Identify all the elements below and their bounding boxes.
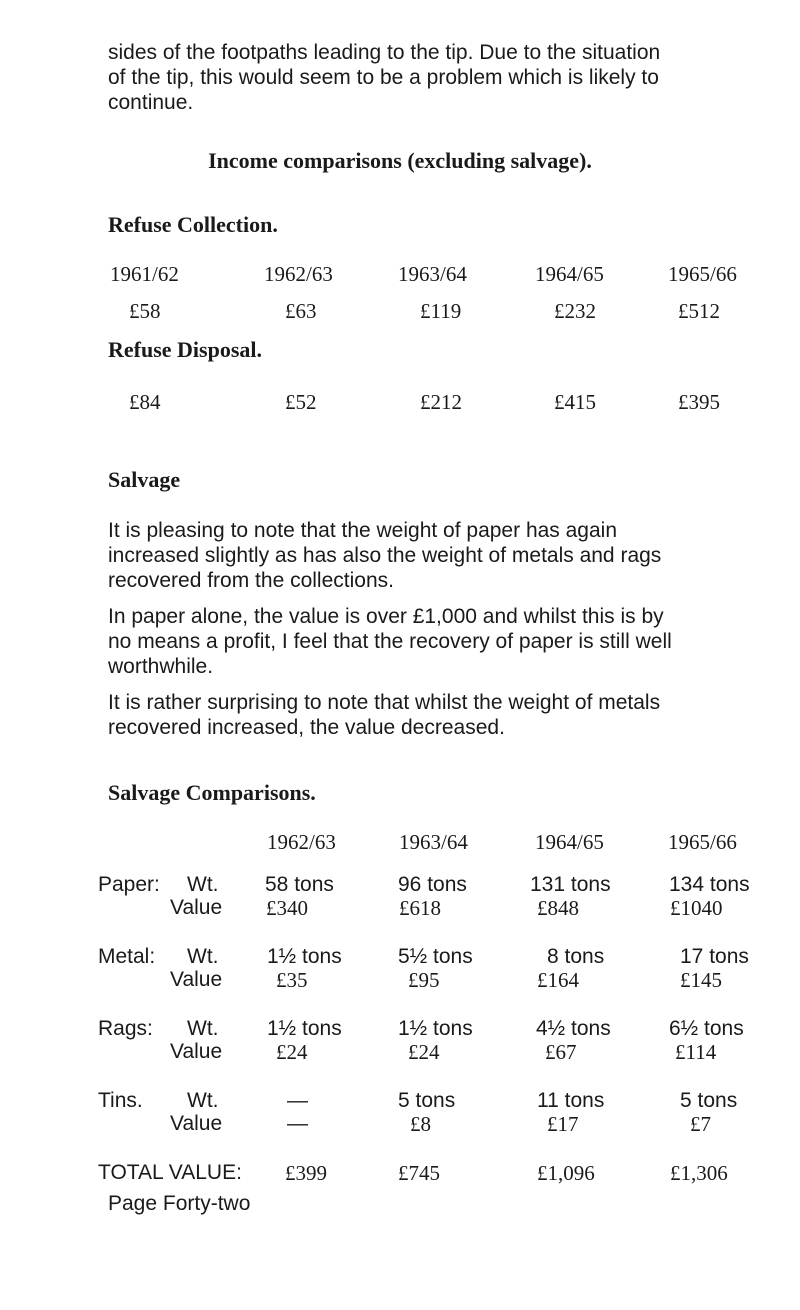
column-header: 1963/64 (399, 830, 468, 854)
paragraph-line: recovered increased, the value decreased. (108, 716, 505, 739)
income-years-row (0, 262, 800, 292)
refuse-collection-heading: Refuse Collection. (108, 212, 278, 237)
row-measure: Value (170, 1040, 223, 1063)
income-year: 1964/65 (535, 262, 604, 286)
table-cell: 1½ tons (267, 1017, 342, 1040)
total-value: £399 (285, 1161, 327, 1185)
table-cell: £17 (547, 1112, 579, 1136)
disposal-values-row (0, 390, 800, 420)
table-cell: £7 (690, 1112, 711, 1136)
row-measure: Wt. (187, 873, 219, 896)
total-value: £1,306 (670, 1161, 728, 1185)
table-cell: £145 (680, 968, 722, 992)
table-cell: 5 tons (398, 1089, 456, 1112)
column-header: 1962/63 (267, 830, 336, 854)
table-cell: £1040 (670, 896, 723, 920)
table-row (0, 968, 800, 998)
table-cell: £8 (410, 1112, 431, 1136)
income-year: 1963/64 (398, 262, 467, 286)
intro-line: of the tip, this would seem to be a problem which is likely to (108, 66, 659, 89)
table-cell: 5 tons (680, 1089, 738, 1112)
row-measure: Value (170, 896, 223, 919)
disposal-value: £395 (678, 390, 720, 414)
table-cell: £340 (266, 896, 308, 920)
table-cell: 4½ tons (536, 1017, 611, 1040)
income-year: 1962/63 (264, 262, 333, 286)
salvage-heading: Salvage (108, 467, 181, 492)
table-cell: 11 tons (537, 1089, 605, 1112)
table-cell: £24 (408, 1040, 440, 1064)
disposal-value: £52 (285, 390, 317, 414)
income-year: 1965/66 (668, 262, 737, 286)
salvage-comparisons-heading: Salvage Comparisons. (108, 780, 316, 805)
table-cell: £95 (408, 968, 440, 992)
intro-line: continue. (108, 91, 194, 114)
total-value: £1,096 (537, 1161, 595, 1185)
table-cell: 1½ tons (267, 945, 342, 968)
total-row (0, 1161, 800, 1191)
total-value: £745 (398, 1161, 440, 1185)
table-cell: 5½ tons (398, 945, 473, 968)
row-category: Tins. (98, 1089, 143, 1112)
table-cell: 58 tons (265, 873, 334, 896)
paragraph-line: no means a profit, I feel that the recovery of paper is still well (108, 630, 672, 653)
row-category: Metal: (98, 945, 156, 968)
table-cell: £35 (276, 968, 308, 992)
disposal-value: £84 (129, 390, 161, 414)
table-cell: — (287, 1089, 308, 1112)
paragraph-line: In paper alone, the value is over £1,000 and whilst this is by (108, 605, 664, 628)
table-cell: £114 (675, 1040, 717, 1064)
income-year: 1961/62 (110, 262, 179, 286)
paragraph-line: worthwhile. (108, 655, 214, 678)
row-category: Paper: (98, 873, 160, 896)
collection-values-row (0, 299, 800, 329)
column-header: 1965/66 (668, 830, 737, 854)
row-measure: Wt. (187, 1017, 219, 1040)
row-measure: Value (170, 968, 223, 991)
table-row (0, 1112, 800, 1142)
table-cell: 96 tons (398, 873, 467, 896)
table-cell: £618 (399, 896, 441, 920)
collection-value: £512 (678, 299, 720, 323)
column-header: 1964/65 (535, 830, 604, 854)
table-cell: 17 tons (680, 945, 749, 968)
table-cell: 1½ tons (398, 1017, 473, 1040)
collection-value: £232 (554, 299, 596, 323)
table-cell: £67 (545, 1040, 577, 1064)
table-cell: 134 tons (669, 873, 750, 896)
table-header-row (0, 830, 800, 860)
page-footer: Page Forty-two (108, 1192, 251, 1215)
table-cell: 6½ tons (669, 1017, 744, 1040)
table-cell: 8 tons (547, 945, 605, 968)
disposal-value: £212 (420, 390, 462, 414)
collection-value: £63 (285, 299, 317, 323)
table-cell: £24 (276, 1040, 308, 1064)
paragraph-line: increased slightly as has also the weight of metals and rags (108, 544, 662, 567)
row-measure: Wt. (187, 945, 219, 968)
paragraph-line: It is rather surprising to note that whilst the weight of metals (108, 691, 661, 714)
income-heading: Income comparisons (excluding salvage). (208, 148, 592, 173)
row-measure: Value (170, 1112, 223, 1135)
collection-value: £58 (129, 299, 161, 323)
paragraph-line: It is pleasing to note that the weight of paper has again (108, 519, 618, 542)
table-cell: £164 (537, 968, 579, 992)
table-cell: — (287, 1112, 308, 1135)
row-category: Rags: (98, 1017, 153, 1040)
intro-line: sides of the footpaths leading to the tip. Due to the situation (108, 41, 661, 64)
table-row (0, 1040, 800, 1070)
paragraph-line: recovered from the collections. (108, 569, 394, 592)
table-cell: £848 (537, 896, 579, 920)
disposal-value: £415 (554, 390, 596, 414)
total-label: TOTAL VALUE: (98, 1161, 242, 1184)
table-row (0, 896, 800, 926)
table-cell: 131 tons (530, 873, 611, 896)
row-measure: Wt. (187, 1089, 219, 1112)
collection-value: £119 (420, 299, 462, 323)
refuse-disposal-heading: Refuse Disposal. (108, 337, 263, 362)
